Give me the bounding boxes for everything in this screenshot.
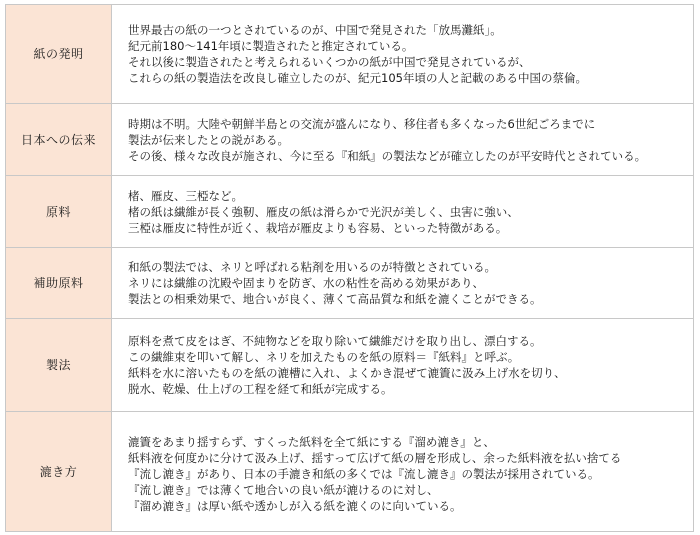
description-line: 製法が伝来したとの説がある。 [128, 132, 289, 147]
description-line: 紀元前180～141年頃に製造されたと推定されている。 [128, 39, 414, 53]
row-description [112, 5, 694, 104]
description-line: 『流し漉き』では薄くて地合いの良い紙が漉けるのに対し、 [128, 482, 439, 497]
description-line: 『溜め漉き』は厚い紙や透かしが入る紙を漉くのに向いている。 [128, 498, 462, 513]
description-line: ネリには繊維の沈殿や固まりを防ぎ、水の粘性を高める効果があり、 [128, 276, 485, 290]
table-row-papermaking-methods [6, 412, 694, 532]
description-line: 漉簀をあまり揺すらず、すくった紙料を全て紙にする『溜め漉き』と、 [128, 434, 495, 449]
row-heading: 原料 [6, 176, 112, 248]
description-line: 製法との相乗効果で、地合いが良く、薄くて高品質な和紙を漉くことができる。 [128, 292, 542, 306]
table-row-arrival-in-japan [6, 104, 694, 176]
row-heading: 漉き方 [6, 412, 112, 532]
washi-info-table [5, 4, 694, 532]
row-heading: 補助原料 [6, 248, 112, 319]
description-line: 紙料液を何度かに分けて汲み上げ、揺すって広げて紙の層を形成し、余った紙料液を払い捨てる [128, 450, 622, 465]
description-line: それ以後に製造されたと考えられるいくつかの紙が中国で発見されているが、 [128, 55, 531, 69]
description-line: これらの紙の製造法を改良し確立したのが、紀元105年頃の人と記載のある中国の蔡倫。 [128, 71, 587, 85]
row-heading: 日本への伝来 [6, 104, 112, 176]
description-line: 『流し漉き』があり、日本の手漉き和紙の多くでは『流し漉き』の製法が採用されている。 [128, 466, 600, 481]
table-row-invention [6, 5, 694, 104]
description-line: 三椏は雁皮に特性が近く、栽培が雁皮よりも容易、といった特徴がある。 [128, 220, 508, 235]
description-line: 世界最古の紙の一つとされているのが、中国で発見された「放馬灘紙」。 [128, 23, 502, 37]
description-line: 原料を煮て皮をはぎ、不純物などを取り除いて繊維だけを取り出し、漂白する。 [128, 334, 542, 348]
description-line: 時期は不明。大陸や朝鮮半島との交流が盛んになり、移住者も多くなった6世紀ごろまでに [128, 116, 596, 131]
row-description [112, 412, 694, 532]
table-row-manufacturing [6, 319, 694, 412]
description-line: この繊維束を叩いて解し、ネリを加えたものを紙の原料＝『紙料』と呼ぶ。 [128, 350, 520, 364]
description-line: 楮、雁皮、三椏など。 [128, 188, 243, 203]
row-description [112, 176, 694, 248]
row-heading: 製法 [6, 319, 112, 412]
row-description [112, 319, 694, 412]
description-line: 脱水、乾燥、仕上げの工程を経て和紙が完成する。 [128, 382, 393, 396]
row-description [112, 248, 694, 319]
table-row-raw-materials [6, 176, 694, 248]
description-line: 和紙の製法では、ネリと呼ばれる粘剤を用いるのが特徴とされている。 [128, 260, 496, 274]
table-row-auxiliary-materials [6, 248, 694, 319]
row-description [112, 104, 694, 176]
row-heading: 紙の発明 [6, 5, 112, 104]
description-line: 楮の紙は繊維が長く強靭、雁皮の紙は滑らかで光沢が美しく、虫害に強い、 [128, 204, 519, 219]
description-line: その後、様々な改良が施され、今に至る『和紙』の製法などが確立したのが平安時代とされている。 [128, 148, 647, 163]
description-line: 紙料を水に溶いたものを紙の漉槽に入れ、よくかき混ぜて漉簀に汲み上げ水を切り、 [128, 366, 566, 380]
